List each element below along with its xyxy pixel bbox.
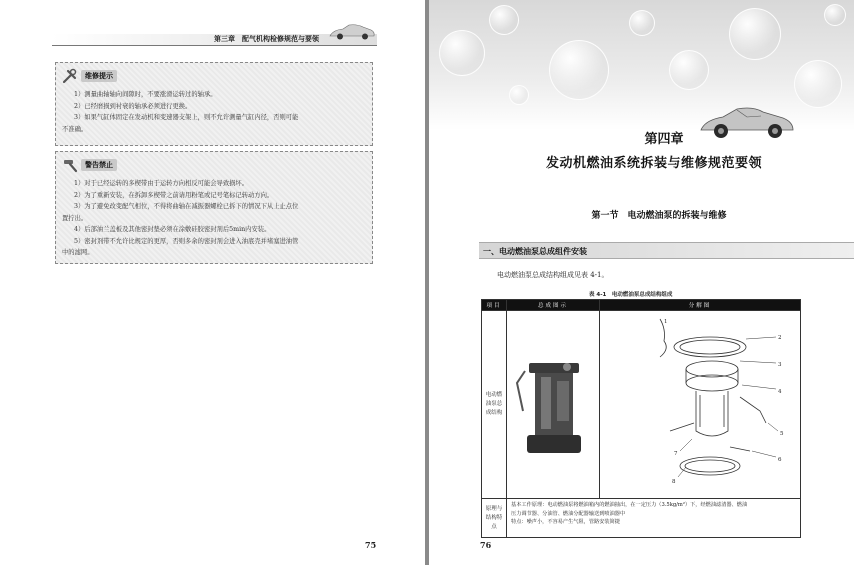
callout-label: 1: [664, 319, 668, 325]
tips-title: 维修提示: [81, 70, 117, 82]
bubble-decoration: [549, 40, 609, 100]
warning-line: 置拧出。: [62, 214, 88, 222]
running-header: [52, 34, 377, 46]
table-caption: 表 4-1 电动燃油泵总成结构组成: [589, 292, 673, 298]
bubble-decoration: [629, 10, 655, 36]
description-line: 基本工作原理：电动燃油泵将燃油箱内的燃油抽出，在一定压力（3.5kg/m²）下，经燃油滤清器、燃油: [511, 502, 748, 508]
subsection-bar: [479, 242, 854, 259]
warning-line: 1）对于已经运转的多楔带由于运转方向相反可能会导致损坏。: [74, 180, 249, 187]
chapter-title: 发动机燃油系统拆装与维修规范要领: [545, 156, 762, 171]
page-number: 76: [480, 540, 492, 550]
warning-line: 4）后部油兰盖板及其他密封垫必须在涂敷硅胶密封剂后5min内安装。: [74, 226, 271, 233]
exploded-view-diagram: [600, 311, 800, 494]
bubble-decoration: [794, 60, 842, 108]
hammer-icon: [62, 157, 78, 173]
tips-line: 1）测量曲轴轴向间隙时，不要涨滑运转过的轴承。: [74, 91, 217, 98]
callout-label: 4: [778, 389, 782, 395]
wrench-icon: [62, 68, 78, 84]
tips-line: 3）如果气缸体固定在发动机和变速器支架上，则不允许测量气缸内径，否则可能: [74, 114, 299, 121]
warning-box: [55, 151, 373, 264]
assembly-table: [481, 299, 801, 538]
callout-label: 7: [674, 451, 678, 457]
description-line: 压力调节器、分油管、燃油分配器输送到喷油器中: [511, 510, 626, 517]
car-icon: [327, 22, 377, 42]
table-row: [482, 311, 801, 499]
callout-label: 3: [778, 362, 782, 368]
callout-label: 8: [672, 479, 676, 485]
callout-label: 5: [780, 431, 784, 437]
intro-text: 电动燃油泵总成结构组成见表 4-1。: [497, 271, 609, 279]
assembly-photo-cell: [507, 311, 600, 499]
callout-label: 2: [778, 335, 782, 341]
table-header-row: [482, 300, 801, 311]
fuel-pump-photo: [507, 311, 599, 494]
warning-title: 警告禁止: [81, 159, 117, 171]
table-header: 总成图示: [507, 300, 600, 311]
subsection-title: 一、电动燃油泵总成组件安装: [483, 247, 587, 256]
bubble-decoration: [439, 30, 485, 76]
warning-header: [62, 156, 366, 174]
warning-line: 中的滤网。: [62, 249, 94, 256]
section-title: 第一节 电动燃油泵的拆装与维修: [591, 211, 727, 221]
bubble-decoration: [509, 85, 529, 105]
row-description: [507, 499, 801, 538]
tips-header: [62, 67, 366, 85]
bubble-decoration: [489, 5, 519, 35]
maintenance-tips-box: [55, 62, 373, 146]
row-item-label: 原理与结构特点: [482, 499, 507, 538]
running-header-text: 第三章 配气机构检修规范与要领: [214, 35, 319, 43]
bubble-decoration: [729, 8, 781, 60]
exploded-diagram-cell: [600, 311, 801, 499]
description-line: 特点：噪声小，不容易产生气阻，管路安装简捷: [511, 519, 620, 525]
warning-line: 5）密封剂带不允许比规定的更厚，否则多余的密封剂会进入油底壳并堵塞进油管: [74, 237, 299, 245]
warning-line: 3）为了避免改变配气相位，不得将曲轴在减振器螺栓已拆下的情况下从上止点位: [74, 203, 299, 210]
right-page: [429, 0, 854, 565]
row-item-label: 电动燃油泵总成结构: [482, 311, 507, 499]
bubble-decoration: [824, 4, 846, 26]
tips-line: 不准确。: [62, 125, 88, 133]
tips-line: 2）已经磨损到衬衰的轴承必须进行更换。: [74, 102, 192, 110]
left-page: [0, 0, 425, 565]
bubble-decoration: [669, 50, 709, 90]
callout-label: 6: [778, 457, 782, 463]
table-header: 分解图: [600, 300, 801, 311]
chapter-number: 第四章: [644, 132, 684, 147]
table-row: [482, 499, 801, 538]
table-header: 项目: [482, 300, 507, 311]
page-number: 75: [365, 540, 377, 550]
warning-line: 2）为了重新安装，在拆卸多楔带之前请用粉笔或记号笔标记转动方向。: [74, 191, 274, 199]
